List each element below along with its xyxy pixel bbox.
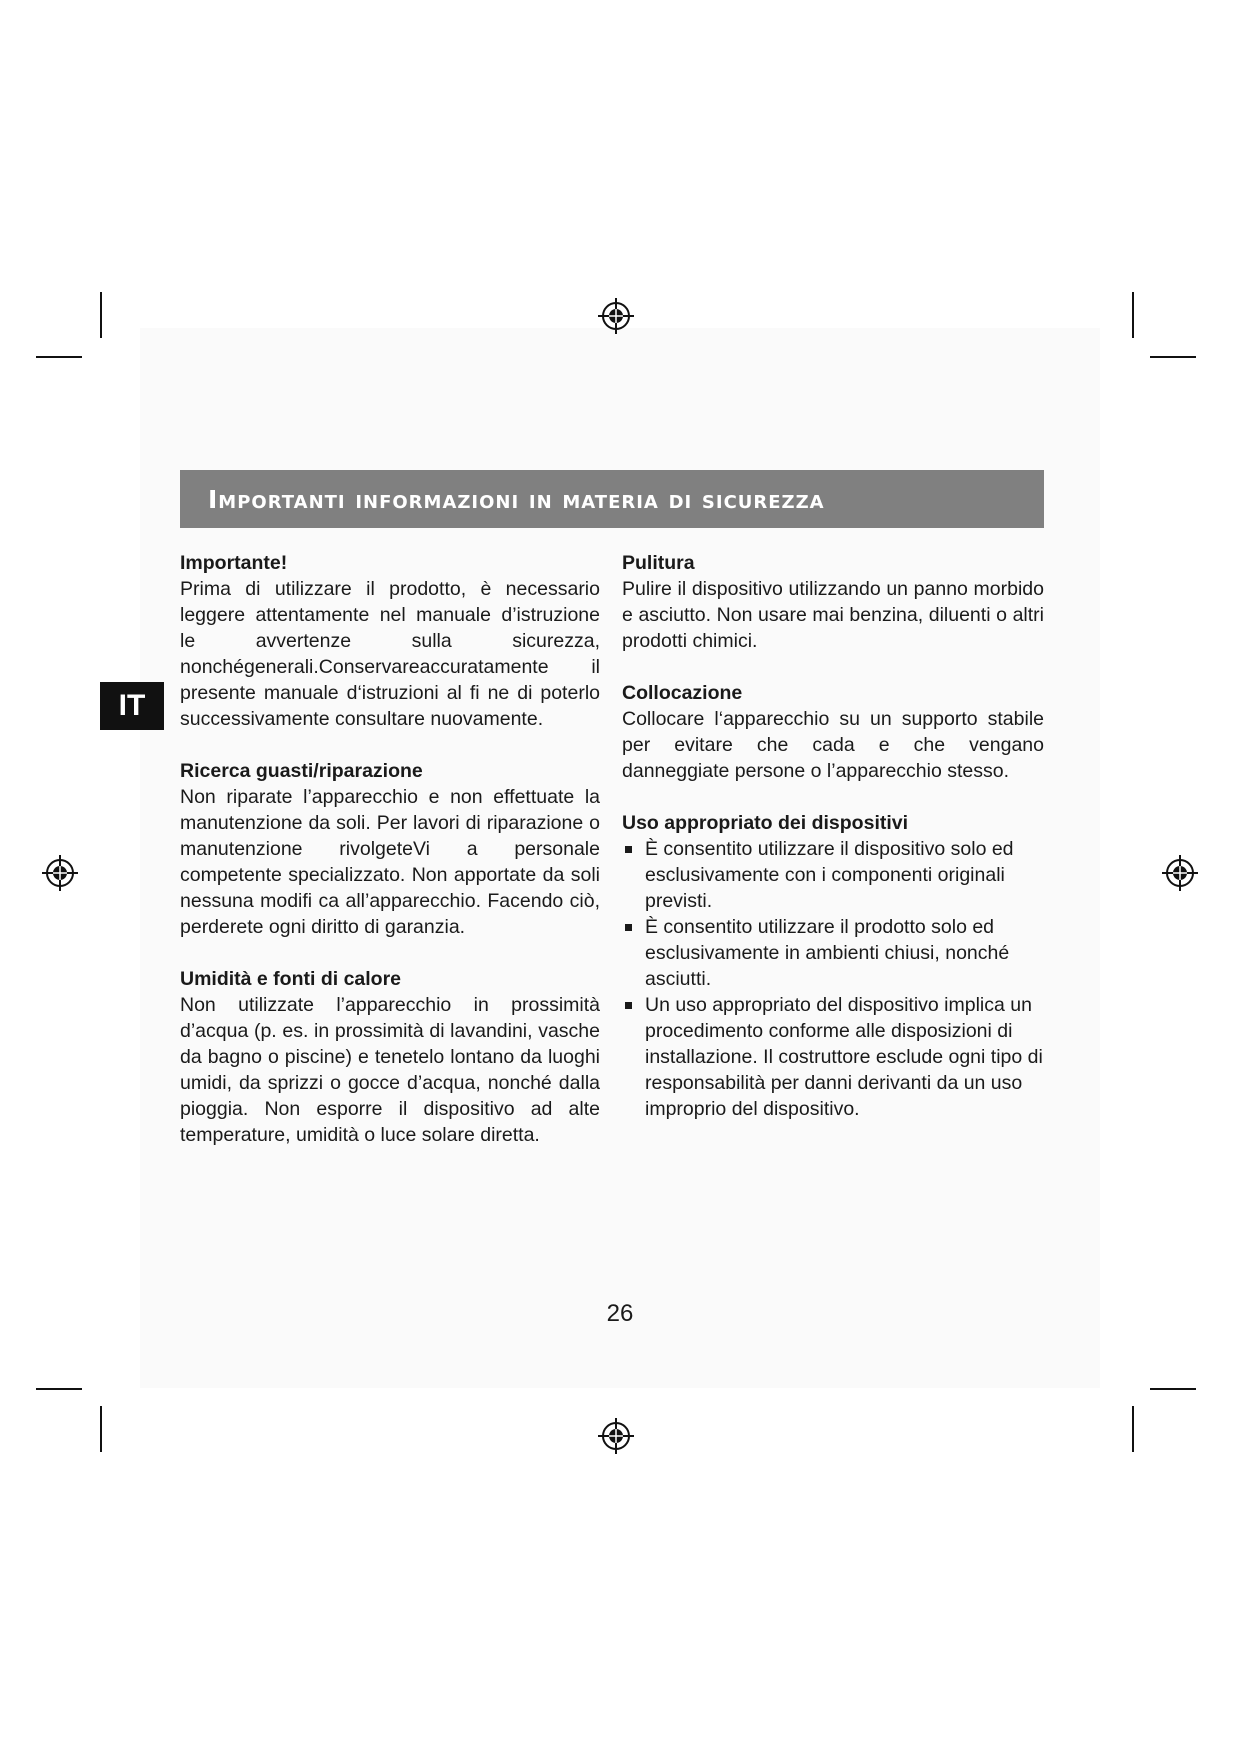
crop-mark-top-right-vertical [1132,292,1134,338]
section-heading: Uso appropriato dei dispositivi [622,812,909,834]
crop-mark-bottom-right-vertical [1132,1406,1134,1452]
section-body: Prima di utilizzare il prodotto, è necessario leggere attentamente nel manuale d’istruzione le avvertenze sulla sicurezza, nonchégenerali.Conservareaccuratamente il presente manuale d‘istruzioni al fi ne di poterlo successivamente consultare nuovamente. [180,578,600,730]
section-collocazione [622,680,1044,784]
section-pulitura [622,550,1044,654]
left-column [180,550,600,1174]
registration-mark-icon [1162,855,1198,891]
section-body: Non utilizzate l’apparecchio in prossimità d’acqua (p. es. in prossimità di lavandini, vasche da bagno o piscine) e tenetelo lontano da luoghi umidi, da sprizzi o gocce d’acqua, nonché dalla pioggia. Non esporre il dispositivo ad alte temperature, umidità o luce solare diretta. [180,994,600,1146]
bullet-list [622,836,1044,1122]
list-item: È consentito utilizzare il prodotto solo ed esclusivamente in ambienti chiusi, nonché asciutti. [622,914,1044,992]
section-heading: Importante! [180,552,288,574]
section-body: Non riparate l’apparecchio e non effettuate la manutenzione da soli. Per lavori di riparazione o manutenzione rivolgeteVi a personale competente specializzato. Non apportate da soli nessuna modifi ca all’apparecchio. Facendo ciò, perderete ogni diritto di garanzia. [180,786,600,938]
crop-mark-bottom-left-vertical [100,1406,102,1452]
section-body: Pulire il dispositivo utilizzando un panno morbido e asciutto. Non usare mai benzina, diluenti o altri prodotti chimici. [622,578,1044,652]
section-heading: Ricerca guasti/riparazione [180,760,423,782]
section-uso-appropriato [622,810,1044,1122]
list-item: È consentito utilizzare il dispositivo solo ed esclusivamente con i componenti originali previsti. [622,836,1044,914]
registration-mark-icon [42,855,78,891]
section-heading: Umidità e fonti di calore [180,968,402,990]
page-number: 26 [606,1300,634,1327]
section-heading: Collocazione [622,682,743,704]
crop-mark-bottom-right-horizontal [1150,1388,1196,1390]
section-body: Collocare l‘apparecchio su un supporto stabile per evitare che cada e che vengano danneggiate persone o l’apparecchio stesso. [622,708,1044,782]
right-column [622,550,1044,1148]
crop-mark-top-left-horizontal [36,356,82,358]
registration-mark-icon [598,1418,634,1454]
section-importante [180,550,600,732]
crop-mark-bottom-left-horizontal [36,1388,82,1390]
crop-mark-top-left-vertical [100,292,102,338]
section-title-bar [180,470,1044,528]
section-umidita [180,966,600,1148]
registration-mark-icon [598,298,634,334]
crop-mark-top-right-horizontal [1150,356,1196,358]
section-heading: Pulitura [622,552,695,574]
list-item: Un uso appropriato del dispositivo implica un procedimento conforme alle disposizioni di installazione. Il costruttore esclude ogni tipo di responsabilità per danni derivanti da un uso improprio del dispositivo. [622,992,1044,1122]
section-ricerca-guasti [180,758,600,940]
page-title: Importanti informazioni in materia di sicurezza [208,484,825,514]
language-tab: IT [100,682,164,730]
